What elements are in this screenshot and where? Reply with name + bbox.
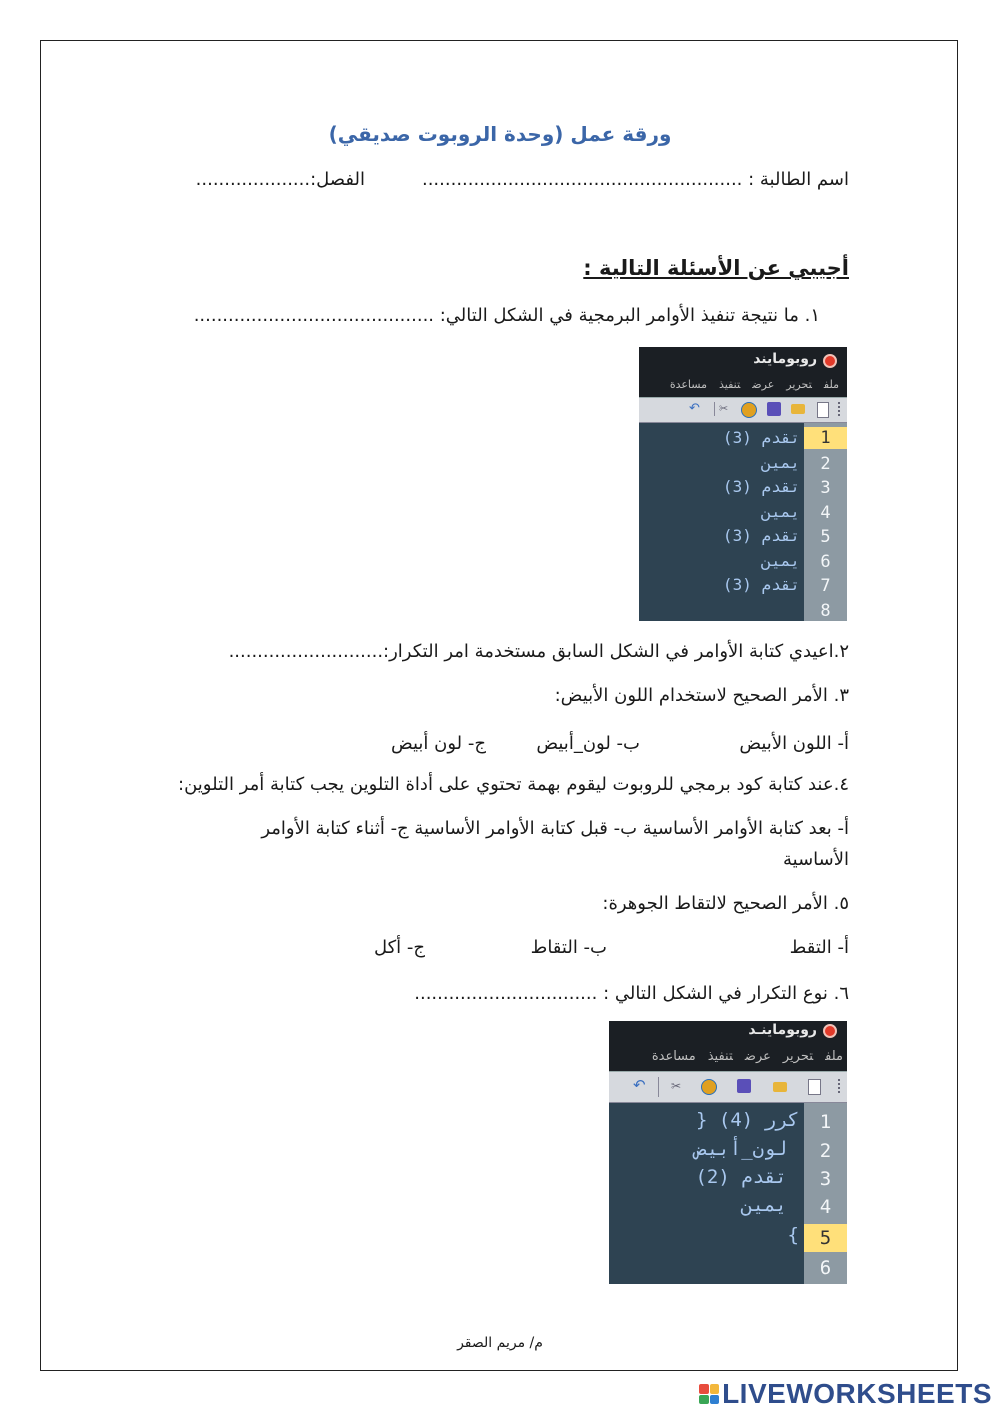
record-icon: [823, 1024, 837, 1038]
question-1: ١. ما نتيجة تنفيذ الأوامر البرمجية في الشكل التالي: ..........................................: [193, 305, 820, 326]
line-number: 6: [819, 1257, 832, 1279]
menu-file[interactable]: ملف: [823, 378, 839, 391]
line-number: 4: [819, 1196, 832, 1218]
line-number: 4: [820, 503, 831, 523]
menu-run[interactable]: تنفيذ: [718, 378, 741, 391]
q3-option-b: ب- لون_أبيض: [536, 733, 640, 754]
editor-toolbar: [609, 1071, 847, 1103]
line-number: 8: [820, 601, 831, 621]
question-4: ٤.عند كتابة كود برمجي للروبوت ليقوم بهمة تحتوي على أداة التلوين يجب كتابة أمر التلوين:: [178, 774, 849, 795]
code-editor-2: [609, 1021, 847, 1284]
grip-icon: [838, 402, 843, 416]
code-line: تقدم (3): [722, 575, 800, 594]
line-number: 6: [820, 552, 831, 572]
cut-icon[interactable]: ✂: [719, 402, 729, 415]
q5-option-a: أ- التقط: [789, 937, 849, 958]
line-number: 3: [819, 1168, 832, 1190]
cut-icon[interactable]: ✂: [671, 1079, 682, 1093]
menu-run[interactable]: تنفيذ: [707, 1049, 733, 1064]
line-number: 1: [819, 1111, 832, 1133]
line-number: 2: [820, 454, 831, 474]
open-folder-icon[interactable]: [773, 1082, 787, 1092]
q4-options: أ- بعد كتابة الأوامر الأساسية ب- قبل كتابة الأوامر الأساسية ج- أثناء كتابة الأوامر: [261, 818, 849, 839]
class-label: الفصل:....................: [195, 169, 365, 190]
line-number: 2: [819, 1140, 832, 1162]
editor-menubar: [639, 373, 847, 397]
line-number: 5: [820, 527, 831, 547]
code-line: يمين: [761, 551, 800, 570]
editor-menubar: [609, 1043, 847, 1071]
q5-option-b: ب- التقاط: [530, 937, 607, 958]
grip-icon: [838, 1079, 843, 1093]
question-3: ٣. الأمر الصحيح لاستخدام اللون الأبيض:: [554, 685, 849, 706]
q3-option-a: أ- اللون الأبيض: [739, 733, 849, 754]
menu-edit[interactable]: تحرير: [782, 1049, 814, 1064]
code-line: يمين: [741, 1194, 787, 1216]
save-icon[interactable]: [767, 402, 781, 416]
code-line: كرر (4) {: [696, 1109, 799, 1131]
code-editor-1: [639, 347, 847, 621]
code-line: }: [787, 1224, 799, 1246]
editor-titlebar: [639, 347, 847, 373]
q5-option-c: ج- أكل: [373, 937, 425, 958]
code-line: تقدم (2): [695, 1166, 787, 1188]
liveworksheets-logo[interactable]: [699, 1380, 992, 1408]
question-6: ٦. نوع التكرار في الشكل التالي : ................................: [414, 983, 849, 1004]
save-icon[interactable]: [737, 1079, 751, 1093]
globe-icon[interactable]: [741, 402, 757, 418]
code-line: يمين: [761, 453, 800, 472]
menu-help[interactable]: مساعدة: [651, 1049, 696, 1064]
editor-toolbar: [639, 397, 847, 423]
menu-view[interactable]: عرض: [744, 1049, 771, 1064]
line-number: 7: [820, 576, 831, 596]
menu-edit[interactable]: تحرير: [786, 378, 812, 391]
menu-view[interactable]: عرض: [752, 378, 775, 391]
q3-option-c: ج- لون أبيض: [390, 733, 486, 754]
q4-options-wrap: الأساسية: [783, 849, 849, 870]
logo-mark-icon: [699, 1384, 719, 1404]
open-folder-icon[interactable]: [791, 404, 805, 414]
toolbar-divider: [658, 1077, 659, 1097]
question-2: ٢.اعيدي كتابة الأوامر في الشكل السابق مستخدمة امر التكرار:...........................: [228, 641, 849, 662]
toolbar-divider: [714, 402, 715, 416]
question-5: ٥. الأمر الصحيح لالتقاط الجوهرة:: [602, 893, 849, 914]
line-number: 3: [820, 478, 831, 498]
line-number: 1: [804, 427, 847, 449]
line-number: 5: [804, 1224, 847, 1252]
new-file-icon[interactable]: [817, 402, 829, 418]
code-line: لون_أبيض: [695, 1138, 787, 1160]
undo-icon[interactable]: ↶: [633, 1076, 646, 1094]
globe-icon[interactable]: [701, 1079, 717, 1095]
record-icon: [823, 354, 837, 368]
code-line: يمين: [761, 502, 800, 521]
menu-file[interactable]: ملف: [825, 1049, 843, 1064]
student-name-label: اسم الطالبة : ........................................................: [421, 169, 849, 190]
code-line: تقدم (3): [722, 428, 800, 447]
code-line: تقدم (3): [722, 526, 800, 545]
footer-author: م/ مريم الصقر: [457, 1335, 543, 1351]
editor-titlebar: [609, 1021, 847, 1043]
worksheet-title: ورقة عمل (وحدة الروبوت صديقي): [328, 122, 672, 146]
code-line: تقدم (3): [722, 477, 800, 496]
undo-icon[interactable]: ↶: [689, 401, 700, 416]
editor-title: روبوماينـد: [748, 1022, 817, 1038]
editor-title: روبومايند: [753, 351, 817, 367]
menu-help[interactable]: مساعدة: [669, 378, 707, 391]
new-file-icon[interactable]: [808, 1079, 821, 1095]
logo-text: LIVEWORKSHEETS: [722, 1378, 992, 1409]
questions-heading: أجيبي عن الأسئلة التالية :: [583, 256, 849, 280]
